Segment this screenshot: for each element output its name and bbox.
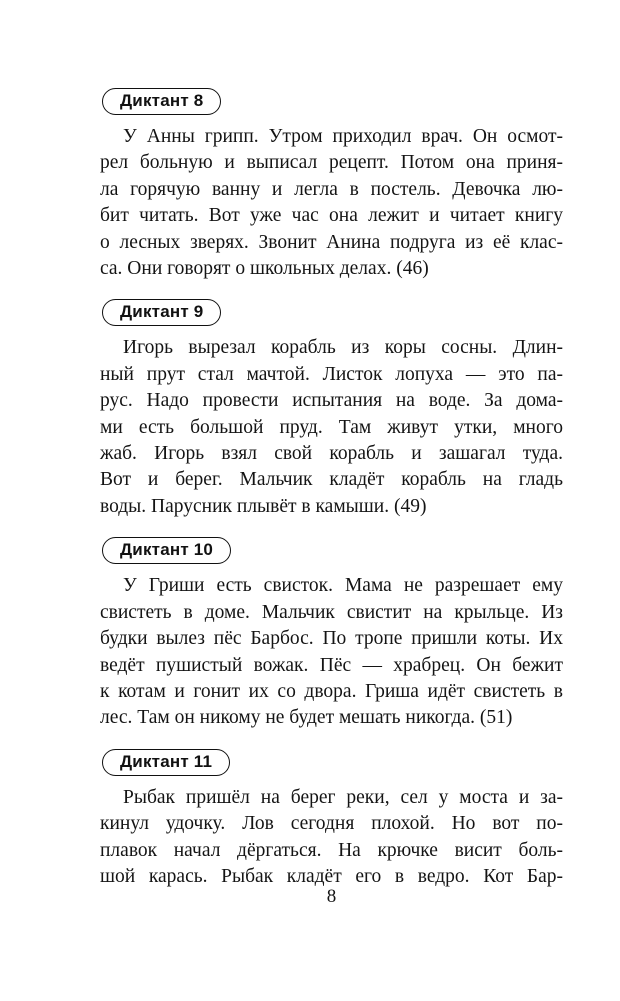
diktant-section-10 — [100, 537, 563, 731]
text-line: рус. Надо провести испытания на воде. За дома- — [100, 390, 563, 412]
text-line: будки вылез пёс Барбос. По тропе пришли коты. Их — [100, 628, 563, 650]
text-line: шой карась. Рыбак кладёт его в ведро. Кот Бар- — [100, 865, 563, 887]
text-line: лес. Там он никому не будет мешать никогда. (51) — [100, 707, 513, 729]
diktant-section-9 — [100, 299, 563, 520]
diktant-11-text — [100, 785, 563, 891]
text-line: ведёт пушистый вожак. Пёс — храбрец. Он бежит — [100, 654, 563, 676]
diktant-10-heading — [102, 537, 231, 564]
diktant-8-title: Диктант 8 — [120, 91, 204, 110]
text-line: ла горячую ванну и легла в постель. Девочка лю- — [100, 178, 563, 200]
diktant-9-title: Диктант 9 — [120, 302, 204, 322]
text-line: Игорь вырезал корабль из коры сосны. Длин- — [123, 337, 563, 359]
text-line: к котам и гонит их со двора. Гриша идёт свистеть в — [100, 680, 563, 702]
text-line: ный прут стал мачтой. Листок лопуха — это па- — [100, 363, 563, 385]
text-line: кинул удочку. Лов сегодня плохой. Но вот по- — [100, 813, 563, 835]
text-line: ми есть большой пруд. Там живут утки, много — [100, 416, 563, 438]
page-number: 8 — [326, 886, 337, 907]
text-line: са. Они говорят о школьных делах. (46) — [100, 258, 429, 280]
diktant-8-text — [100, 124, 563, 282]
diktant-9-heading — [102, 299, 221, 326]
diktant-10-title: Диктант 10 — [120, 540, 214, 560]
diktant-9-text — [100, 335, 563, 520]
diktant-11-heading — [102, 749, 230, 776]
diktant-section-8 — [100, 88, 563, 282]
text-line: воды. Парусник плывёт в камыши. (49) — [100, 495, 427, 517]
text-line: У Анны грипп. Утром приходил врач. Он осмот- — [123, 126, 563, 147]
text-line: плавок начал дёргаться. На крючке висит боль- — [100, 839, 563, 861]
text-line: бит читать. Вот уже час она лежит и читает книгу — [100, 205, 563, 227]
diktant-section-11 — [100, 749, 563, 891]
text-line: свистеть в доме. Мальчик свистит на крыльце. Из — [100, 601, 563, 623]
diktant-8-heading — [102, 88, 221, 115]
text-line: жаб. Игорь взял свой корабль и зашагал туда. — [100, 443, 563, 465]
text-line: Рыбак пришёл на берег реки, сел у моста и за- — [123, 786, 563, 808]
text-line: Вот и берег. Мальчик кладёт корабль на гладь — [100, 469, 563, 491]
text-line: рел больную и выписал рецепт. Потом она приня- — [100, 152, 563, 174]
text-line: о лесных зверях. Звонит Анина подруга из её клас- — [100, 231, 563, 253]
diktant-11-title: Диктант 11 — [120, 751, 213, 771]
text-line: У Гриши есть свисток. Мама не разрешает ему — [123, 575, 563, 597]
diktant-10-text — [100, 573, 563, 731]
